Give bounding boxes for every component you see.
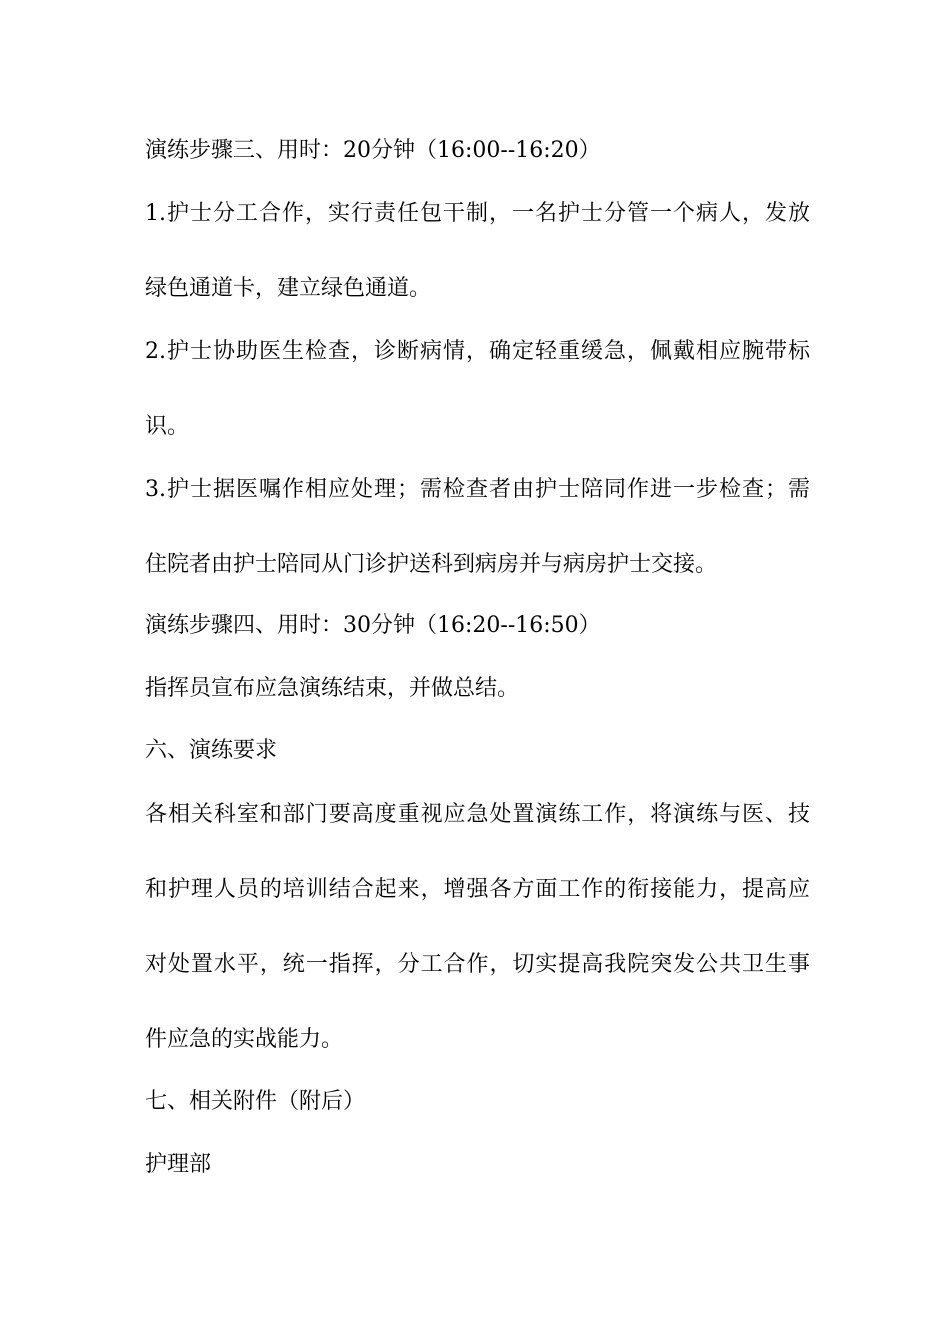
step-four-paragraph: 指挥员宣布应急演练结束，并做总结。 bbox=[145, 676, 520, 701]
requirements-line-1: 各相关科室和部门要高度重视应急处置演练工作，将演练与医、技 bbox=[145, 802, 810, 827]
requirements-line-3: 对处置水平，统一指挥，分工合作，切实提高我院突发公共卫生事 bbox=[145, 952, 810, 977]
step-three-item-3-line-1: 3.护士据医嘱作相应处理；需检查者由护士陪同作进一步检查；需 bbox=[145, 477, 810, 502]
requirements-line-4: 件应急的实战能力。 bbox=[145, 1027, 344, 1052]
step-three-item-1-line-2: 绿色通道卡，建立绿色通道。 bbox=[145, 276, 432, 301]
signature-department: 护理部 bbox=[145, 1152, 212, 1177]
step-three-item-3-line-2: 住院者由护士陪同从门诊护送科到病房并与病房护士交接。 bbox=[145, 552, 718, 577]
step-three-item-2-line-2: 识。 bbox=[145, 414, 190, 439]
step-four-heading: 演练步骤四、用时：30分钟（16:20--16:50） bbox=[145, 613, 601, 638]
requirements-line-2: 和护理人员的培训结合起来，增强各方面工作的衔接能力，提高应 bbox=[145, 877, 810, 902]
section-seven-heading: 七、相关附件（附后） bbox=[145, 1089, 366, 1114]
step-three-heading: 演练步骤三、用时：20分钟（16:00--16:20） bbox=[145, 138, 601, 163]
section-six-heading: 六、演练要求 bbox=[145, 738, 278, 763]
step-three-item-2-line-1: 2.护士协助医生检查，诊断病情，确定轻重缓急，佩戴相应腕带标 bbox=[145, 339, 810, 364]
step-three-item-1-line-1: 1.护士分工合作，实行责任包干制，一名护士分管一个病人，发放 bbox=[145, 201, 810, 226]
